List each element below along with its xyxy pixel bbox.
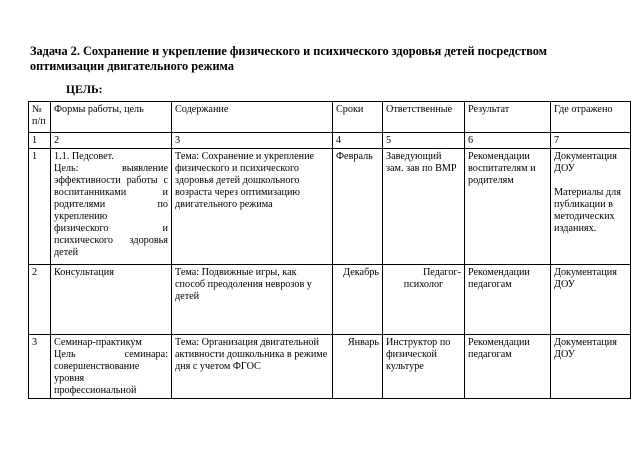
responsible-cell: Инструктор по физической культуре [383,335,465,399]
table-number-row [29,133,631,149]
result-cell: Рекомендации педагогам [465,265,551,335]
form-line: укреплению [54,211,108,222]
form-line: совершенствование [54,361,140,372]
row-number: 1 [29,149,51,265]
form-line: физического и [54,223,168,234]
header-cell: № п/п [29,102,51,133]
form-line: детей [54,247,79,258]
form-cell [51,335,172,399]
header-cell: Ответственные [383,102,465,133]
form-line: уровня [54,373,85,384]
number-cell: 3 [172,133,333,149]
responsible-line: психолог [403,279,444,290]
plan-table [28,101,631,399]
where-cell: Документация ДОУ [551,265,631,335]
table-row [29,149,631,265]
form-line: воспитанниками и [54,187,168,198]
table-row [29,265,631,335]
header-cell: Результат [465,102,551,133]
form-line: эффективности работы с [54,175,168,186]
table-row [29,335,631,399]
number-cell: 1 [29,133,51,149]
goal-label: ЦЕЛЬ: [66,84,103,96]
content-cell: Тема: Подвижные игры, как способ преодоления неврозов у детей [172,265,333,335]
responsible-cell [383,265,465,335]
header-cell: Формы работы, цель [51,102,172,133]
where-cell: Документация ДОУ [551,335,631,399]
title-line-1: Задача 2. Сохранение и укрепление физического и психического здоровья детей посредством [30,44,548,58]
number-cell: 6 [465,133,551,149]
title-line-2: оптимизации двигательного режима [30,58,234,73]
responsible-cell: Заведующий зам. зав по ВМР [383,149,465,265]
form-cell [51,149,172,265]
form-cell: Консультация [51,265,172,335]
number-cell: 2 [51,133,172,149]
row-number: 2 [29,265,51,335]
header-cell: Где отражено [551,102,631,133]
form-line: Цель семинара: [54,349,168,360]
header-cell: Содержание [172,102,333,133]
number-cell: 7 [551,133,631,149]
header-cell: Сроки [333,102,383,133]
number-cell: 4 [333,133,383,149]
form-title: Семинар-практикум [54,337,142,348]
where-line: Документация ДОУ [554,151,617,174]
content-cell: Тема: Организация двигательной активности дошкольника в режиме дня с учетом ФГОС [172,335,333,399]
form-line: профессиональной [54,385,137,396]
document-title [30,44,620,73]
content-cell: Тема: Сохранение и укрепление физического и психического здоровья детей дошкольного возраста через оптимизацию двигательного режима [172,149,333,265]
row-number: 3 [29,335,51,399]
form-line: Цель: выявление [54,163,168,174]
term-cell: Январь [333,335,383,399]
term-cell: Декабрь [333,265,383,335]
responsible-line: Педагог- [422,267,461,278]
table-header-row [29,102,631,133]
result-cell: Рекомендации педагогам [465,335,551,399]
number-cell: 5 [383,133,465,149]
term-cell: Февраль [333,149,383,265]
where-cell [551,149,631,265]
form-line: психического здоровья [54,235,168,246]
form-line: родителями по [54,199,168,210]
where-line: Материалы для публикации в методических изданиях. [554,187,621,234]
result-cell: Рекомендации воспитателям и родителям [465,149,551,265]
form-title: 1.1. Педсовет. [54,151,114,162]
